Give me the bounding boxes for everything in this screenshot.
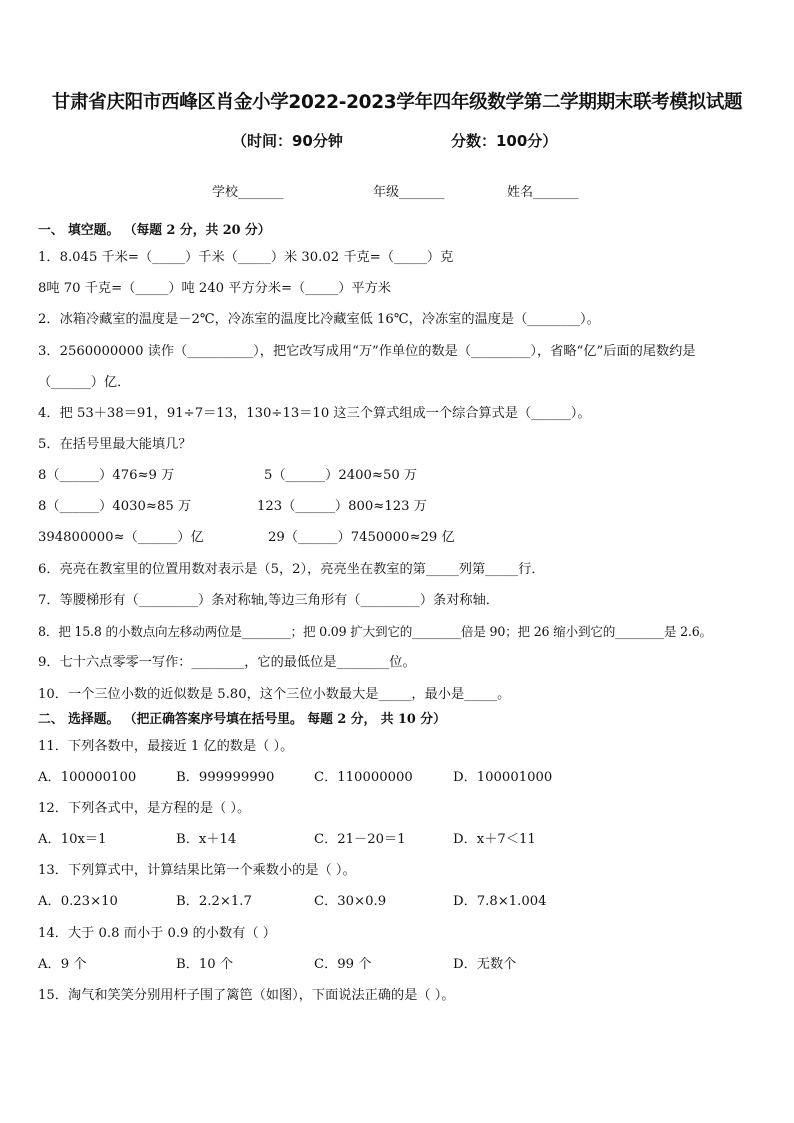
question-8: 8．把 15.8 的小数点向左移动两位是________；把 0.09 扩大到它的________倍是 90；把 26 缩小到它的________是 2.6。 <box>38 624 712 639</box>
section-2-heading: 二、 选择题。 （把正确答案序号填在括号里。 每题 2 分， 共 10 分） <box>38 712 446 727</box>
option-d: D．x＋7＜11 <box>453 832 536 847</box>
option-a: A．100000100 <box>38 770 137 785</box>
option-c: C．99 个 <box>314 957 372 972</box>
exam-title: 甘肃省庆阳市西峰区肖金小学2022-2023学年四年级数学第二学期期末联考模拟试题 <box>51 92 743 113</box>
option-c: C．30×0.9 <box>314 894 387 909</box>
question-3-line-2: （______）亿． <box>38 375 131 390</box>
question-5-item: 123（______）800≈123 万 <box>257 499 427 514</box>
question-11: 11．下列各数中，最接近 1 亿的数是（ ）。 <box>38 739 294 754</box>
grade-field: 年级_______ <box>373 185 445 200</box>
question-1-line-2: 8吨 70 千克=（_____）吨 240 平方分米=（_____）平方米 <box>38 281 391 296</box>
question-5-item: 29（______）7450000≈29 亿 <box>268 530 455 545</box>
question-15: 15．淘气和笑笑分别用杆子围了篱笆（如图），下面说法正确的是（ ）。 <box>38 988 455 1003</box>
question-5-item: 5（______）2400≈50 万 <box>264 468 418 483</box>
option-d: D．无数个 <box>453 957 517 972</box>
name-field: 姓名_______ <box>507 185 579 200</box>
question-2: 2．冰箱冷藏室的温度是－2℃，冷冻室的温度比冷藏室低 16℃，冷冻室的温度是（________）。 <box>38 312 600 327</box>
option-a: A．10x＝1 <box>38 832 107 847</box>
section-1-heading: 一、 填空题。 （每题 2 分，共 20 分） <box>38 223 271 238</box>
option-c: C．21－20＝1 <box>314 832 406 847</box>
question-6: 6．亮亮在教室里的位置用数对表示是（5，2），亮亮坐在教室的第_____列第_____行． <box>38 562 545 577</box>
question-12: 12．下列各式中，是方程的是（ ）。 <box>38 801 251 816</box>
option-a: A．0.23×10 <box>38 894 118 909</box>
question-5-item: 394800000≈（______）亿 <box>38 530 204 545</box>
option-b: B．x＋14 <box>176 832 237 847</box>
option-a: A．9 个 <box>38 957 87 972</box>
question-3-line-1: 3．2560000000 读作（__________），把它改写成用“万”作单位的数是（_________），省略“亿”后面的尾数约是 <box>38 344 696 359</box>
exam-score: 分数：100分） <box>451 132 558 150</box>
question-4: 4．把 53＋38＝91，91÷7＝13，130÷13＝10 这三个算式组成一个综合算式是（______）。 <box>38 406 591 421</box>
question-1-line-1: 1．8.045 千米=（_____）千米（_____）米 30.02 千克=（_____）克 <box>38 250 454 265</box>
question-14: 14．大于 0.8 而小于 0.9 的小数有（ ） <box>38 926 276 941</box>
option-d: D．7.8×1.004 <box>453 894 547 909</box>
school-field: 学校_______ <box>212 185 284 200</box>
option-d: D．100001000 <box>453 770 553 785</box>
question-5: 5．在括号里最大能填几？ <box>38 437 192 452</box>
question-5-item: 8（______）4030≈85 万 <box>38 499 192 514</box>
option-b: B．2.2×1.7 <box>176 894 252 909</box>
question-13: 13．下列算式中，计算结果比第一个乘数小的是（ ）。 <box>38 863 356 878</box>
question-9: 9．七十六点零零一写作：________，它的最低位是________位。 <box>38 655 416 670</box>
question-10: 10．一个三位小数的近似数是 5.80，这个三位小数最大是_____，最小是_____。 <box>38 687 511 702</box>
option-c: C．110000000 <box>314 770 413 785</box>
question-5-item: 8（______）476≈9 万 <box>38 468 175 483</box>
option-b: B．999999990 <box>176 770 275 785</box>
exam-time: （时间：90分钟 <box>232 132 343 150</box>
question-7: 7．等腰梯形有（_________）条对称轴,等边三角形有（_________）条对称轴． <box>38 593 499 608</box>
option-b: B．10 个 <box>176 957 234 972</box>
